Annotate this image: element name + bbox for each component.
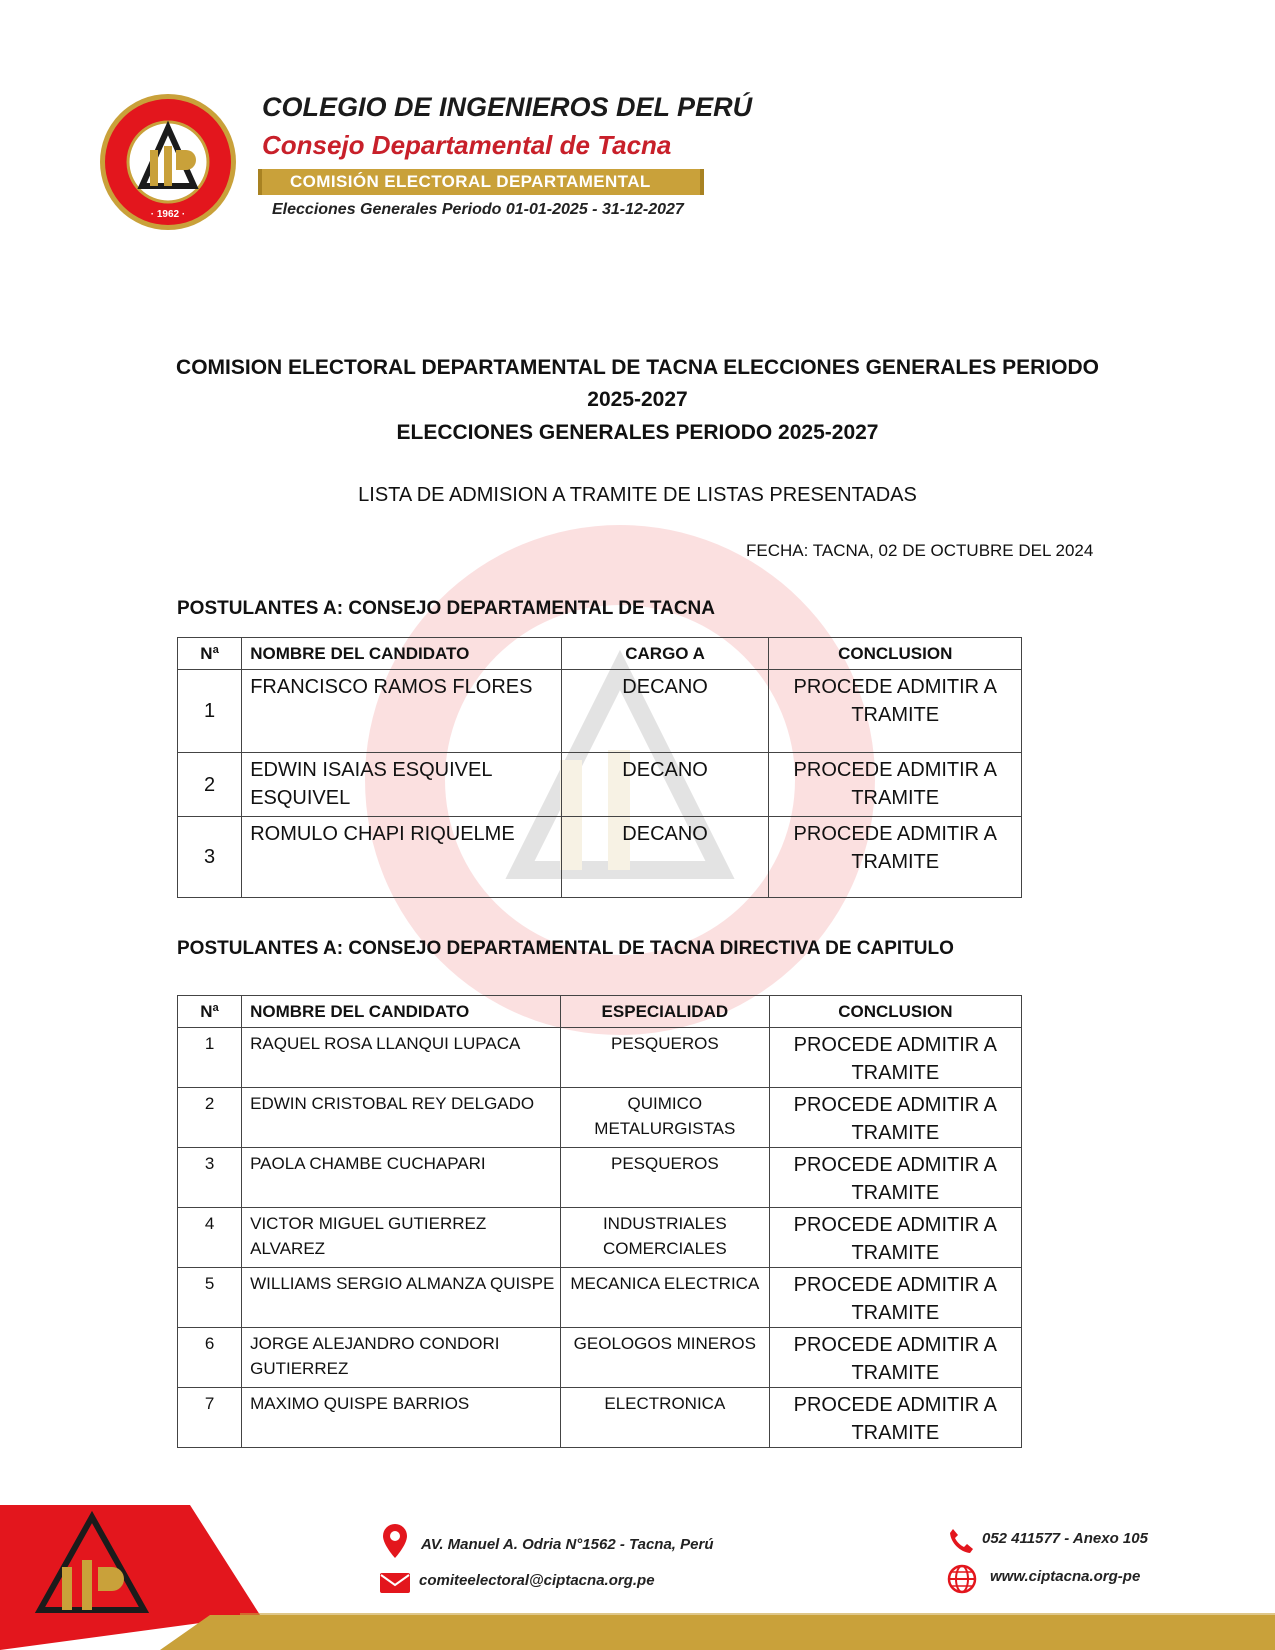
cell-especialidad: PESQUEROS <box>561 1148 770 1208</box>
footer-website[interactable]: www.ciptacna.org-pe <box>990 1568 1141 1585</box>
commission-banner-label: COMISIÓN ELECTORAL DEPARTAMENTAL <box>290 172 651 191</box>
cell-num: 2 <box>178 753 242 817</box>
col-header-name: NOMBRE DEL CANDIDATO <box>242 638 562 670</box>
cell-conclusion: PROCEDE ADMITIR A TRAMITE <box>769 670 1022 753</box>
cell-name: EDWIN ISAIAS ESQUIVEL ESQUIVEL <box>242 753 562 817</box>
email-icon <box>379 1572 411 1594</box>
table-row <box>178 670 1022 753</box>
table-row <box>178 1328 1022 1388</box>
cell-conclusion: PROCEDE ADMITIR A TRAMITE <box>769 1088 1021 1148</box>
location-pin-icon <box>382 1523 408 1559</box>
cell-num: 1 <box>178 1028 242 1088</box>
footer-address: AV. Manuel A. Odria N°1562 - Tacna, Perú <box>421 1536 714 1553</box>
cell-name: FRANCISCO RAMOS FLORES <box>242 670 562 753</box>
cell-conclusion: PROCEDE ADMITIR A TRAMITE <box>769 1208 1021 1268</box>
cell-name: VICTOR MIGUEL GUTIERREZ ALVAREZ <box>242 1208 561 1268</box>
cell-num: 5 <box>178 1268 242 1328</box>
cell-especialidad: INDUSTRIALES COMERCIALES <box>561 1208 770 1268</box>
table-row <box>178 1268 1022 1328</box>
table-row <box>178 1028 1022 1088</box>
table-row <box>178 817 1022 898</box>
table-row <box>178 753 1022 817</box>
election-period: Elecciones Generales Periodo 01-01-2025 - 31-12-2027 <box>272 201 684 218</box>
cell-cargo: DECANO <box>561 753 769 817</box>
cell-conclusion: PROCEDE ADMITIR A TRAMITE <box>769 1148 1021 1208</box>
cell-num: 2 <box>178 1088 242 1148</box>
cell-name: WILLIAMS SERGIO ALMANZA QUISPE <box>242 1268 561 1328</box>
cell-cargo: DECANO <box>561 670 769 753</box>
cell-name: JORGE ALEJANDRO CONDORI GUTIERREZ <box>242 1328 561 1388</box>
col-header-conclusion: CONCLUSION <box>769 638 1022 670</box>
cell-conclusion: PROCEDE ADMITIR A TRAMITE <box>769 1328 1021 1388</box>
candidates-table-capitulo <box>177 995 1022 1448</box>
cell-num: 3 <box>178 817 242 898</box>
cell-num: 6 <box>178 1328 242 1388</box>
cell-especialidad: ELECTRONICA <box>561 1388 770 1448</box>
col-header-name: NOMBRE DEL CANDIDATO <box>242 996 561 1028</box>
cell-name: RAQUEL ROSA LLANQUI LUPACA <box>242 1028 561 1088</box>
table-header-row <box>178 638 1022 670</box>
cell-num: 1 <box>178 670 242 753</box>
cell-conclusion: PROCEDE ADMITIR A TRAMITE <box>769 817 1022 898</box>
cell-conclusion: PROCEDE ADMITIR A TRAMITE <box>769 1388 1021 1448</box>
table-row <box>178 1388 1022 1448</box>
footer-email[interactable]: comiteelectoral@ciptacna.org.pe <box>419 1572 655 1589</box>
cell-num: 3 <box>178 1148 242 1208</box>
cell-especialidad: PESQUEROS <box>561 1028 770 1088</box>
cell-name: PAOLA CHAMBE CUCHAPARI <box>242 1148 561 1208</box>
table-row <box>178 1148 1022 1208</box>
cell-especialidad: MECANICA ELECTRICA <box>561 1268 770 1328</box>
cell-especialidad: QUIMICO METALURGISTAS <box>561 1088 770 1148</box>
document-date: FECHA: TACNA, 02 DE OCTUBRE DEL 2024 <box>746 541 1094 560</box>
cell-name: ROMULO CHAPI RIQUELME <box>242 817 562 898</box>
cell-conclusion: PROCEDE ADMITIR A TRAMITE <box>769 753 1022 817</box>
cell-conclusion: PROCEDE ADMITIR A TRAMITE <box>769 1268 1021 1328</box>
col-header-num: Nª <box>178 996 242 1028</box>
svg-text:· 1962 ·: · 1962 · <box>150 209 186 220</box>
document-title-line-2: 2025-2027 <box>587 388 688 411</box>
document-title-line-1: COMISION ELECTORAL DEPARTAMENTAL DE TACNA ELECCIONES GENERALES PERIODO <box>176 356 1099 379</box>
org-name: COLEGIO DE INGENIEROS DEL PERÚ <box>262 92 753 122</box>
cip-seal-logo <box>98 92 238 232</box>
table-row <box>178 1088 1022 1148</box>
section-2-title: POSTULANTES A: CONSEJO DEPARTAMENTAL DE TACNA DIRECTIVA DE CAPITULO <box>177 938 954 959</box>
cell-conclusion: PROCEDE ADMITIR A TRAMITE <box>769 1028 1021 1088</box>
cell-cargo: DECANO <box>561 817 769 898</box>
list-title: LISTA DE ADMISION A TRAMITE DE LISTAS PRESENTADAS <box>358 484 917 506</box>
cell-especialidad: GEOLOGOS MINEROS <box>561 1328 770 1388</box>
candidates-table-consejo <box>177 637 1022 898</box>
col-header-conclusion: CONCLUSION <box>769 996 1021 1028</box>
col-header-especialidad: ESPECIALIDAD <box>561 996 770 1028</box>
footer-phone: 052 411577 - Anexo 105 <box>982 1530 1148 1547</box>
section-1-title: POSTULANTES A: CONSEJO DEPARTAMENTAL DE TACNA <box>177 598 715 619</box>
col-header-num: Nª <box>178 638 242 670</box>
globe-icon <box>946 1563 980 1597</box>
phone-icon <box>947 1527 975 1555</box>
cell-name: EDWIN CRISTOBAL REY DELGADO <box>242 1088 561 1148</box>
cell-num: 7 <box>178 1388 242 1448</box>
table-row <box>178 1208 1022 1268</box>
commission-banner <box>258 169 704 195</box>
cell-num: 4 <box>178 1208 242 1268</box>
table-header-row <box>178 996 1022 1028</box>
org-subtitle: Consejo Departamental de Tacna <box>262 130 672 160</box>
cell-name: MAXIMO QUISPE BARRIOS <box>242 1388 561 1448</box>
col-header-cargo: CARGO A <box>561 638 769 670</box>
document-title-line-3: ELECCIONES GENERALES PERIODO 2025-2027 <box>396 421 879 444</box>
